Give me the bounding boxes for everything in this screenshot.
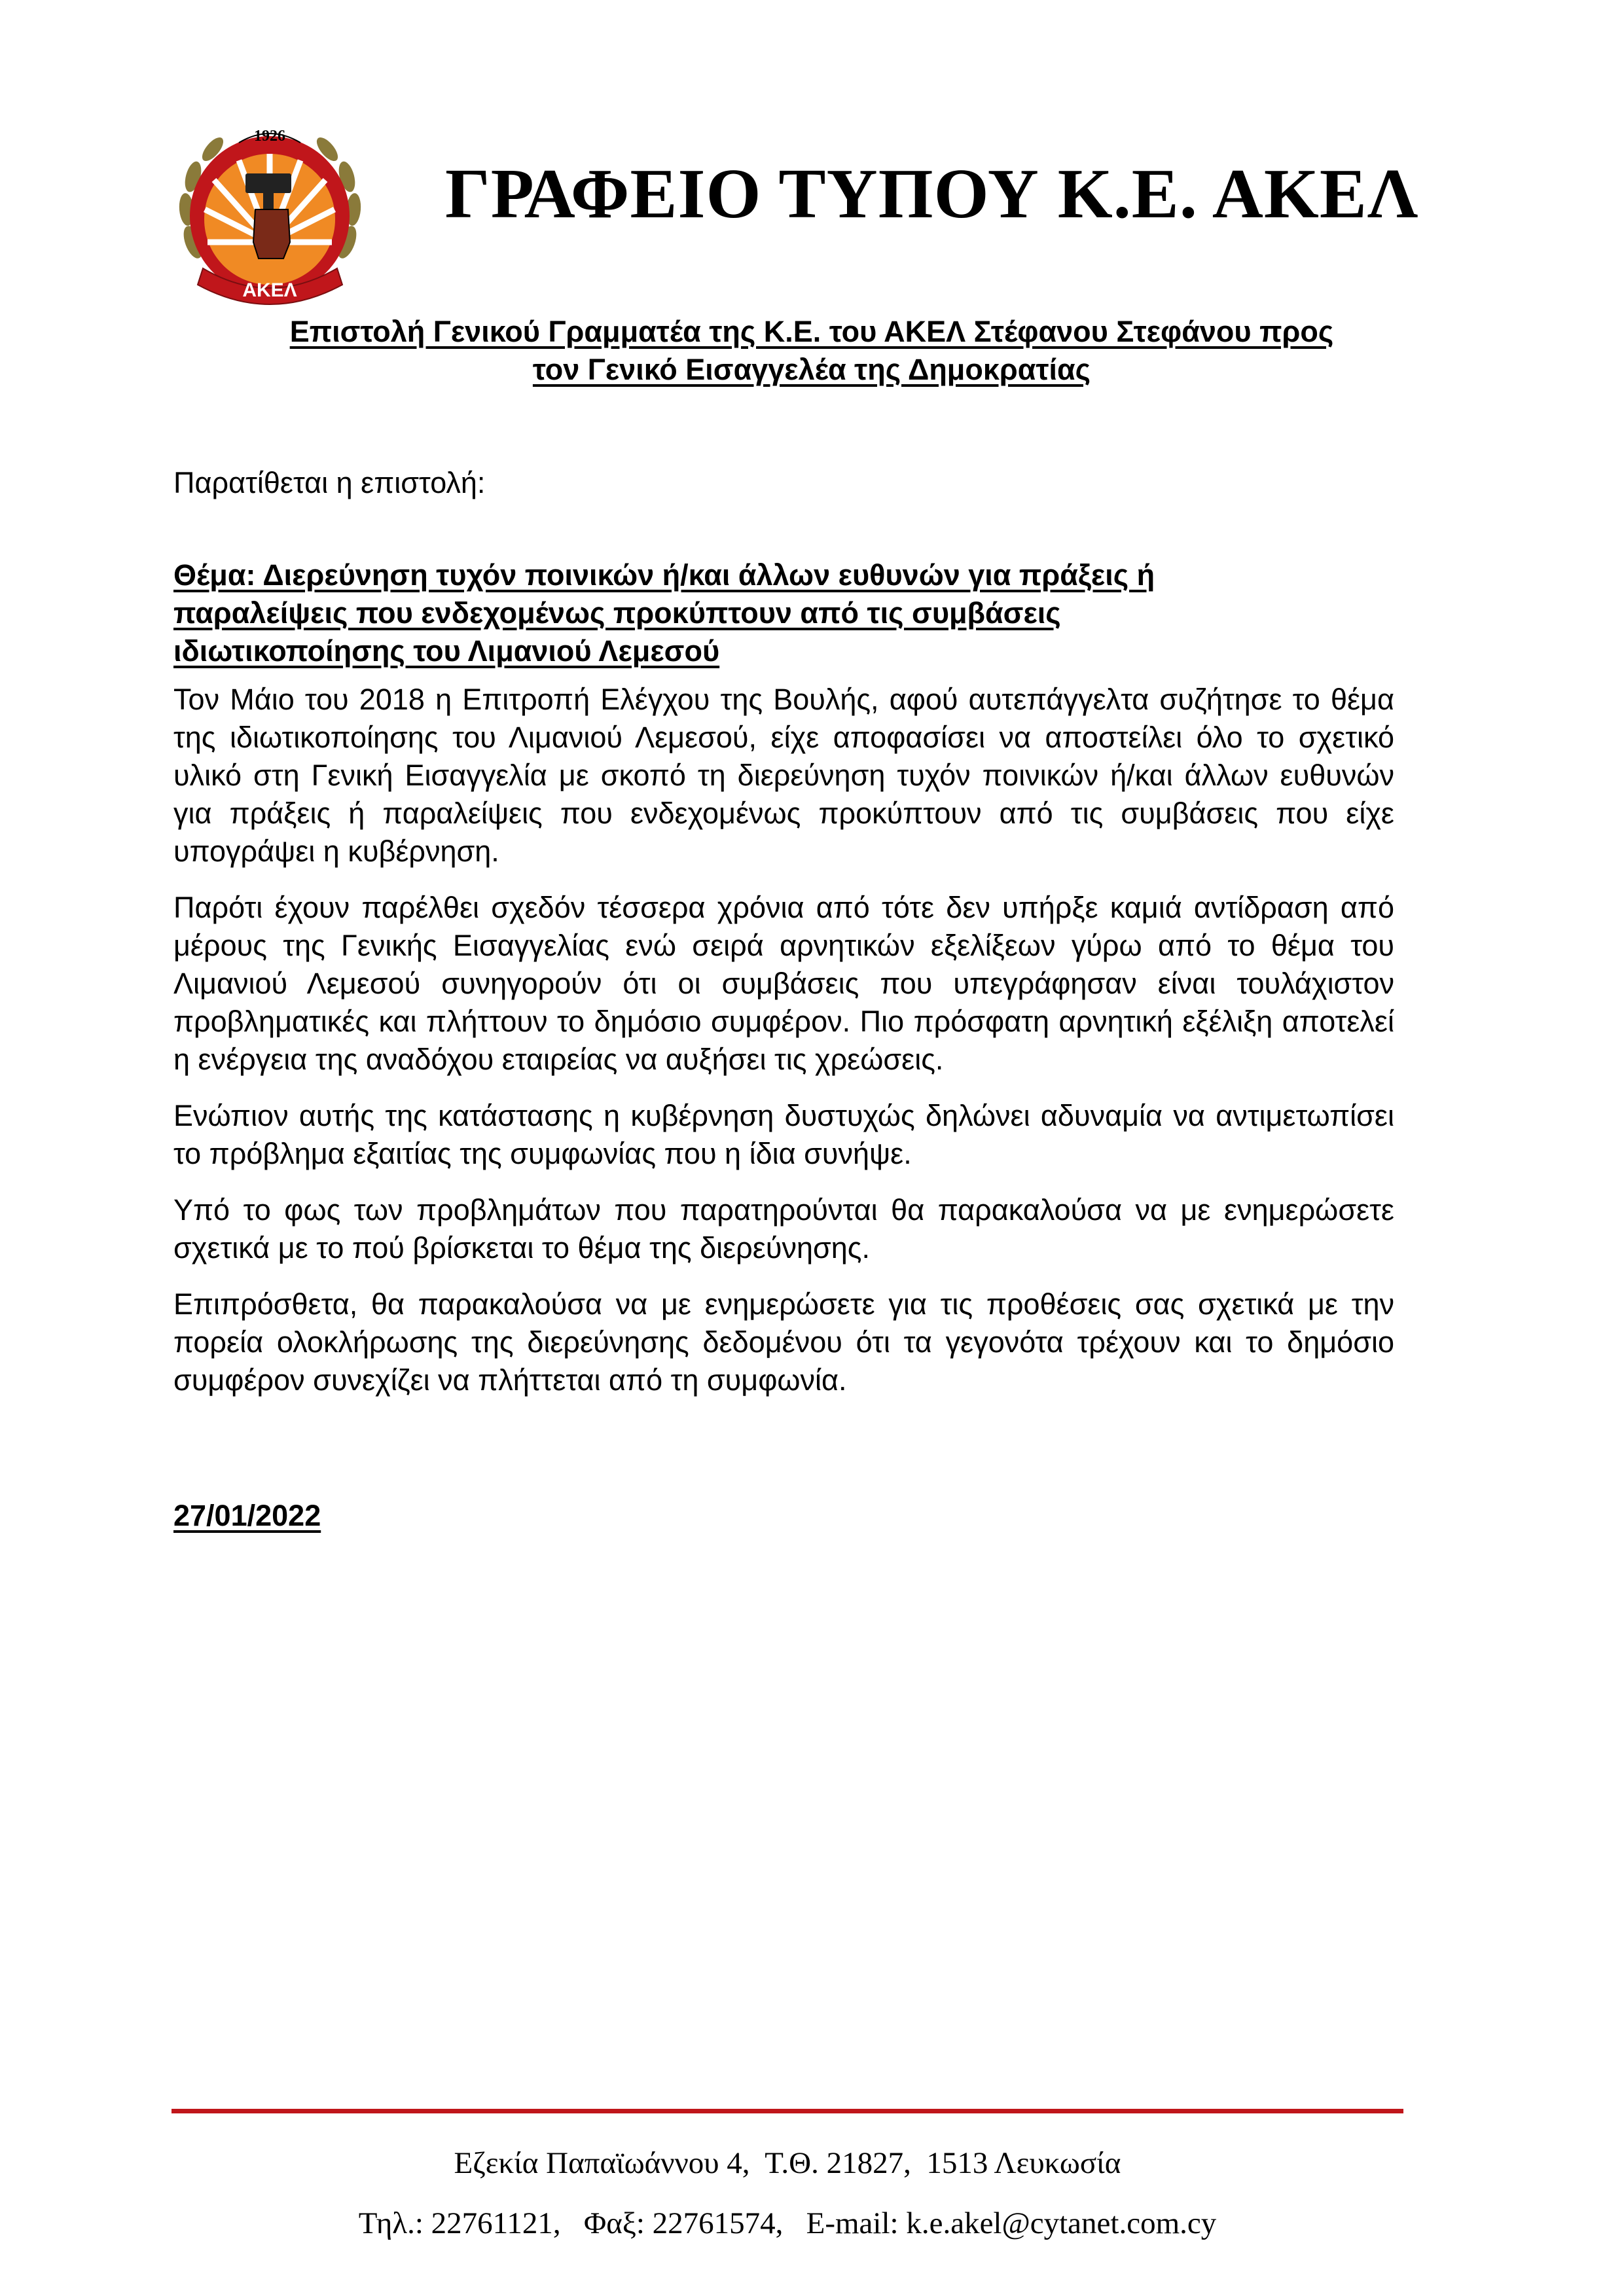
logo-year: 1926 — [254, 128, 285, 145]
footer-contact: Τηλ.: 22761121, Φαξ: 22761574, E-mail: k.e.akel@cytanet.com.cy — [358, 2206, 1217, 2240]
body-paragraph: Τον Μάιο του 2018 η Επιτροπή Ελέγχου της Βουλής, αφού αυτεπάγγελτα συζήτησε το θέμα της ιδιωτικοποίησης του Λιμανιού Λεμεσού, είχε αποφασίσει να αποστείλει όλο το σχετικό υλικό στη Γενική Εισαγγελία με σκοπό τη διερεύνηση τυχόν ποινικών ή/και άλλων ευθυνών για πράξεις ή παραλείψεις που ενδεχομένως προκύπτουν από τις συμβάσεις που είχε υπογράψει η κυβέρνηση. — [173, 683, 1394, 868]
footer-address: Εζεκία Παπαϊωάννου 4, Τ.Θ. 21827, 1513 Λευκωσία — [454, 2146, 1121, 2180]
subject-line-1: Θέμα: Διερεύνηση τυχόν ποινικών ή/και άλλων ευθυνών για πράξεις ή — [173, 558, 1155, 592]
body-paragraph: Παρότι έχουν παρέλθει σχεδόν τέσσερα χρόνια από τότε δεν υπήρξε καμιά αντίδραση από μέρους της Γενικής Εισαγγελίας ενώ σειρά αρνητικών εξελίξεων γύρω από το θέμα του Λιμανιού Λεμεσού συνηγορούν ότι οι συμβάσεις που υπεγράφησαν είναι τουλάχιστον προβληματικές και πλήττουν το δημόσιο συμφέρον. Πιο πρόσφατη αρνητική εξέλιξη αποτελεί η ενέργεια της αναδόχου εταιρείας να αυξήσει τις χρεώσεις. — [173, 891, 1394, 1076]
fist-icon — [253, 209, 290, 259]
org-title: ΓΡΑΦΕΙΟ ΤΥΠΟΥ Κ.Ε. ΑΚΕΛ — [445, 155, 1419, 233]
body-paragraph: Ενώπιον αυτής της κατάστασης η κυβέρνηση δυστυχώς δηλώνει αδυναμία να αντιμετωπίσει το πρόβλημα εξαιτίας της συμφωνίας που η ίδια συνήψε. — [173, 1099, 1394, 1170]
letter-date: 27/01/2022 — [173, 1499, 321, 1532]
headline-line-2: τον Γενικό Εισαγγελέα της Δημοκρατίας — [532, 353, 1091, 386]
body-paragraph: Επιπρόσθετα, θα παρακαλούσα να με ενημερώσετε για τις προθέσεις σας σχετικά με την πορεία ολοκλήρωσης της διερεύνησης δεδομένου ότι τα γεγονότα τρέχουν και το δημόσιο συμφέρον συνεχίζει να πλήττεται από τη συμφωνία. — [173, 1287, 1394, 1397]
logo-text: ΑΚΕΛ — [242, 279, 297, 301]
subject-line-3: ιδιωτικοποίησης του Λιμανιού Λεμεσού — [173, 634, 720, 668]
headline-line-1: Επιστολή Γενικού Γραμματέα της Κ.Ε. του ΑΚΕΛ Στέφανου Στεφάνου προς — [289, 315, 1334, 348]
body-paragraph: Υπό το φως των προβλημάτων που παρατηρούνται θα παρακαλούσα να με ενημερώσετε σχετικά με το πού βρίσκεται το θέμα της διερεύνησης. — [173, 1193, 1394, 1265]
intro-text: Παρατίθεται η επιστολή: — [173, 466, 486, 499]
letter-headline — [164, 313, 1460, 389]
akel-logo — [167, 111, 373, 317]
footer-divider — [171, 2109, 1403, 2113]
subject-line-2: παραλείψεις που ενδεχομένως προκύπτουν από τις συμβάσεις — [173, 596, 1061, 630]
subject-heading — [173, 556, 1417, 670]
letter-body — [173, 681, 1394, 1418]
